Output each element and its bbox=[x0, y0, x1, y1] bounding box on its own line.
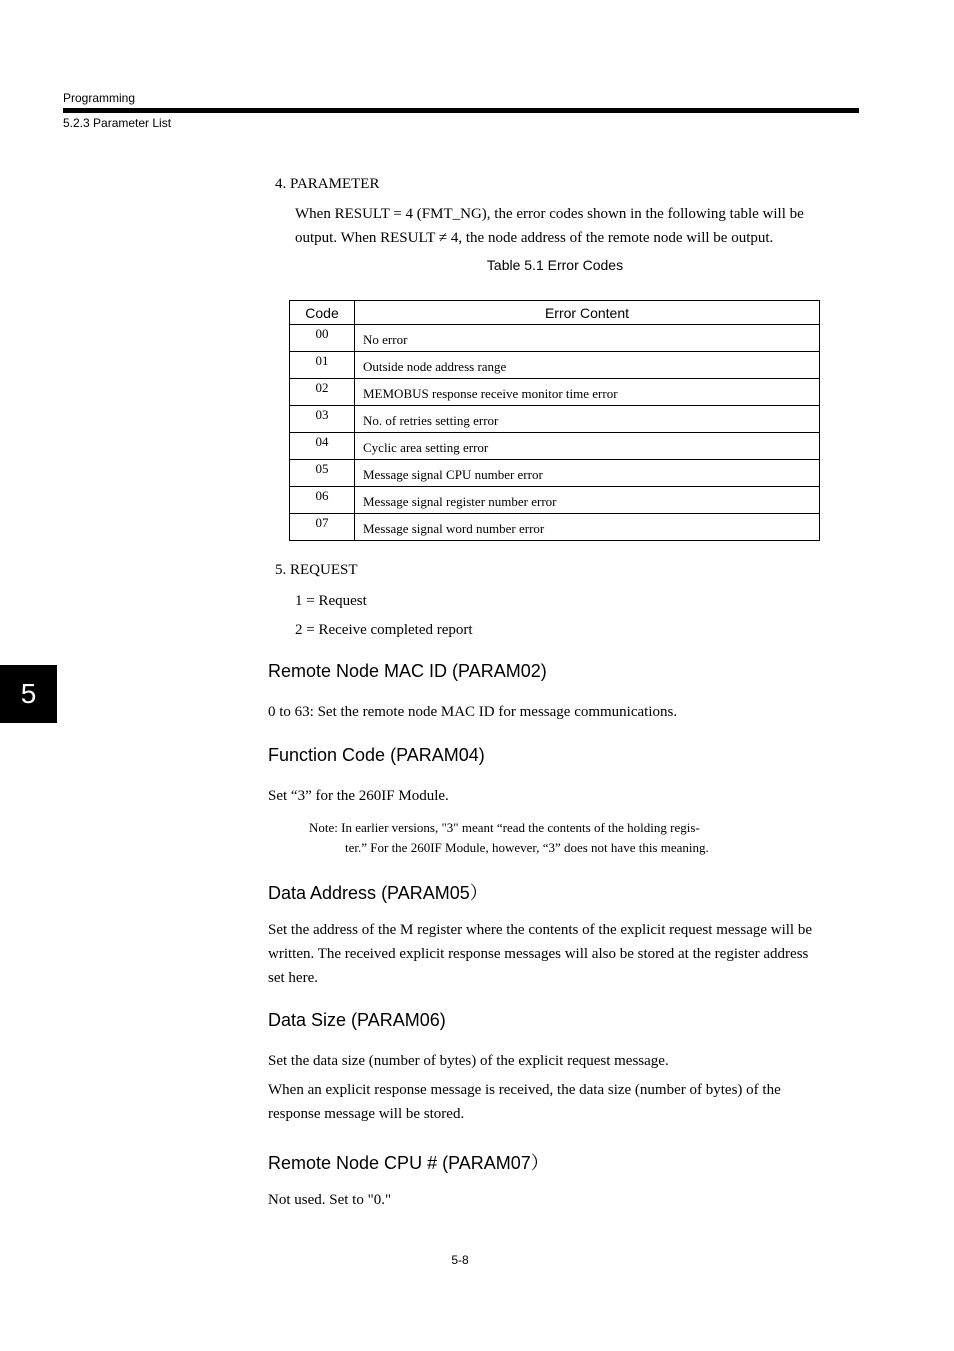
table-row bbox=[290, 379, 820, 406]
table-header-row bbox=[290, 301, 820, 325]
table-row bbox=[290, 406, 820, 433]
data-address-line3: set here. bbox=[268, 970, 318, 986]
item4-line2: output. When RESULT ≠ 4, the node address of the remote node will be output. bbox=[295, 230, 774, 246]
mac-id-text: 0 to 63: Set the remote node MAC ID for message communications. bbox=[268, 704, 678, 720]
header-rule bbox=[63, 108, 859, 113]
table-row bbox=[290, 514, 820, 541]
code-cell: 07 bbox=[290, 514, 355, 541]
content-cell: MEMOBUS response receive monitor time error bbox=[355, 379, 820, 406]
data-address-text bbox=[268, 918, 854, 990]
code-cell: 03 bbox=[290, 406, 355, 433]
column-header-content: Error Content bbox=[355, 301, 820, 325]
item4-body bbox=[295, 202, 855, 250]
code-cell: 00 bbox=[290, 325, 355, 352]
heading-data-address: Data Address (PARAM05） bbox=[268, 883, 488, 903]
header-chapter: Programming bbox=[63, 91, 136, 105]
table-row bbox=[290, 352, 820, 379]
data-address-line2: written. The received explicit response messages will also be stored at the register address bbox=[268, 946, 809, 962]
note-line1: Note: In earlier versions, "3" meant “read the contents of the holding regis- bbox=[309, 820, 700, 835]
chapter-tab: 5 bbox=[0, 665, 57, 723]
column-header-code: Code bbox=[290, 301, 355, 325]
content-cell: Message signal CPU number error bbox=[355, 460, 820, 487]
error-codes-table bbox=[289, 300, 820, 541]
content-cell: Message signal register number error bbox=[355, 487, 820, 514]
remote-node-cpu-text: Not used. Set to "0." bbox=[268, 1192, 392, 1208]
content-cell: No error bbox=[355, 325, 820, 352]
table-row bbox=[290, 325, 820, 352]
content-cell: Message signal word number error bbox=[355, 514, 820, 541]
header-section: 5.2.3 Parameter List bbox=[63, 116, 172, 130]
content-cell: Outside node address range bbox=[355, 352, 820, 379]
table-caption: Table 5.1 Error Codes bbox=[486, 257, 624, 273]
code-cell: 01 bbox=[290, 352, 355, 379]
table-row bbox=[290, 460, 820, 487]
page-number: 5-8 bbox=[451, 1253, 469, 1267]
note-line2: ter.” For the 260IF Module, however, “3” does not have this meaning. bbox=[345, 840, 709, 855]
function-code-note bbox=[309, 818, 769, 858]
item4-title: 4. PARAMETER bbox=[275, 176, 380, 192]
data-size-text bbox=[268, 1049, 854, 1126]
data-size-line3: response message will be stored. bbox=[268, 1106, 465, 1122]
function-code-text: Set “3” for the 260IF Module. bbox=[268, 788, 449, 804]
item4-line1: When RESULT = 4 (FMT_NG), the error codes shown in the following table will be bbox=[295, 206, 804, 222]
data-size-line2: When an explicit response message is received, the data size (number of bytes) of the bbox=[268, 1082, 781, 1098]
code-cell: 05 bbox=[290, 460, 355, 487]
content-cell: Cyclic area setting error bbox=[355, 433, 820, 460]
data-address-line1: Set the address of the M register where the contents of the explicit request message will be bbox=[268, 922, 812, 938]
heading-remote-node-cpu: Remote Node CPU # (PARAM07） bbox=[268, 1153, 549, 1173]
heading-data-size: Data Size (PARAM06) bbox=[268, 1010, 446, 1030]
item5-body bbox=[295, 589, 855, 642]
heading-remote-node-mac-id: Remote Node MAC ID (PARAM02) bbox=[268, 661, 547, 681]
data-size-line1: Set the data size (number of bytes) of the explicit request message. bbox=[268, 1053, 669, 1069]
table-row bbox=[290, 487, 820, 514]
code-cell: 02 bbox=[290, 379, 355, 406]
item5-title: 5. REQUEST bbox=[275, 562, 358, 578]
table-row bbox=[290, 433, 820, 460]
item5-line1: 1 = Request bbox=[295, 593, 367, 609]
code-cell: 06 bbox=[290, 487, 355, 514]
heading-function-code: Function Code (PARAM04) bbox=[268, 745, 485, 765]
item5-line2: 2 = Receive completed report bbox=[295, 622, 473, 638]
code-cell: 04 bbox=[290, 433, 355, 460]
content-cell: No. of retries setting error bbox=[355, 406, 820, 433]
